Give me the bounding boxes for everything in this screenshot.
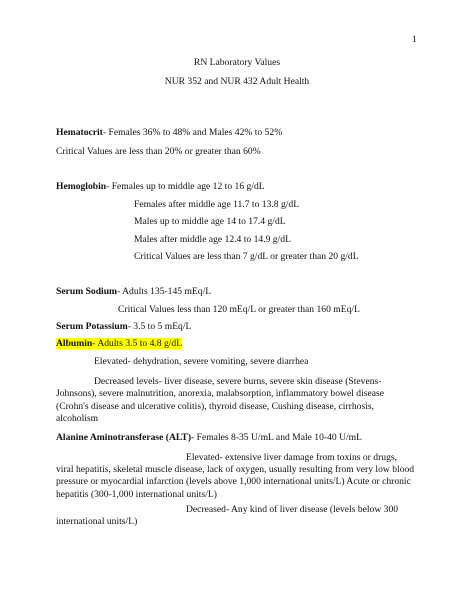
sodium-value: - Adults 135-145 mEq/L bbox=[117, 286, 212, 297]
potassium-value: - 3.5 to 5 mEq/L bbox=[127, 321, 192, 332]
alt-decreased: Decreased- Any kind of liver disease (levels below 300 international units/L) bbox=[56, 504, 399, 528]
alt-value: - Females 8-35 U/mL and Male 10-40 U/mL bbox=[191, 432, 362, 443]
hemoglobin-line bbox=[56, 181, 265, 193]
document-title: RN Laboratory Values bbox=[193, 57, 281, 68]
alt-label: Alanine Aminotransferase (ALT) bbox=[56, 432, 192, 443]
potassium-line bbox=[56, 321, 191, 333]
sodium-label: Serum Sodium bbox=[56, 286, 118, 297]
hematocrit-critical: Critical Values are less than 20% or greater than 60% bbox=[56, 146, 261, 157]
alt-elevated: Elevated- extensive liver damage from toxins or drugs, viral hepatitis, skeletal muscle disease, lack of oxygen, usually resulting from very low blood pressure or myocardial infarction (levels above 1,000 international units/L) Acute or chronic hepatitis (300-1,000 international units/L) bbox=[56, 452, 415, 500]
hemoglobin-line-2: Males up to middle age 14 to 17.4 g/dL bbox=[134, 216, 286, 227]
potassium-label: Serum Potassium bbox=[56, 321, 128, 332]
alt-line bbox=[56, 432, 362, 444]
hemoglobin-value: - Females up to middle age 12 to 16 g/dL bbox=[106, 181, 265, 192]
albumin-decreased: Decreased levels- liver disease, severe burns, severe skin disease (Stevens-Johnsons), severe malnutrition, anorexia, malabsorption, inflammatory bowel disease (Crohn's disease and ulcerative colitis), thyroid disease, Cushing disease, cirrhosis, alcoholism bbox=[56, 376, 384, 425]
hemoglobin-line-3: Males after middle age 12.4 to 14.9 g/dL bbox=[134, 234, 291, 245]
albumin-label: Albumin bbox=[56, 338, 93, 349]
albumin-line bbox=[56, 338, 182, 350]
page-number: 1 bbox=[412, 34, 417, 45]
document-subtitle: NUR 352 and NUR 432 Adult Health bbox=[164, 76, 310, 87]
hematocrit-line bbox=[56, 127, 282, 139]
hemoglobin-line-1: Females after middle age 11.7 to 13.8 g/dL bbox=[134, 199, 300, 210]
albumin-elevated: Elevated- dehydration, severe vomiting, severe diarrhea bbox=[94, 356, 309, 367]
albumin-value: - Adults 3.5 to 4.8 g/dL bbox=[92, 338, 183, 349]
hematocrit-label: Hematocrit bbox=[56, 127, 103, 138]
hemoglobin-label: Hemoglobin bbox=[56, 181, 107, 192]
hemoglobin-line-4: Critical Values are less than 7 g/dL or greater than 20 g/dL bbox=[134, 251, 359, 262]
albumin-highlight bbox=[56, 338, 182, 349]
hematocrit-value: - Females 36% to 48% and Males 42% to 52% bbox=[102, 127, 283, 138]
sodium-critical: Critical Values less than 120 mEq/L or greater than 160 mEq/L bbox=[118, 304, 360, 315]
sodium-line bbox=[56, 286, 211, 298]
